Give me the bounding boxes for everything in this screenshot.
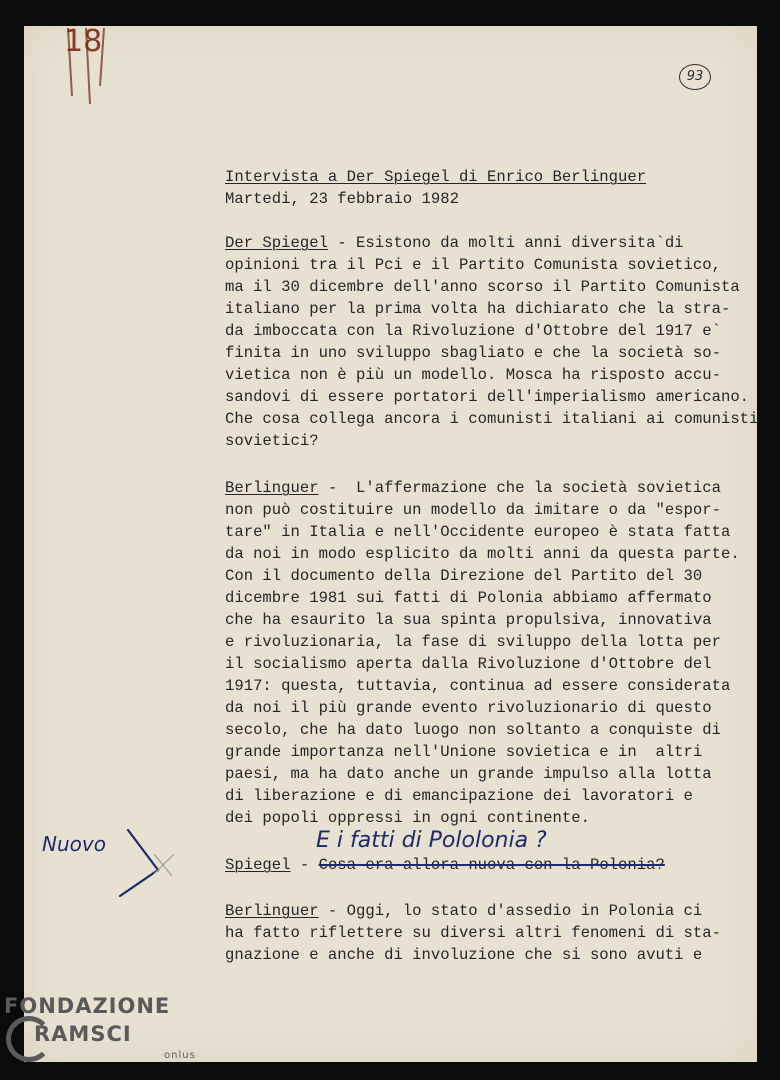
paragraph-line: opinioni tra il Pci e il Partito Comunista sovietico, [225,256,721,274]
paragraph-line: Con il documento della Direzione del Partito del 30 [225,567,703,585]
paragraph-line: e rivoluzionaria, la fase di sviluppo della lotta per [225,633,721,651]
top-pencil-marks-icon [60,26,120,106]
handwritten-insert: E i fatti di Pololonia ? [316,828,547,853]
document-page [24,26,757,1062]
paragraph-line: non può costituire un modello da imitare o da "espor- [225,501,721,519]
answer-2-first-line [225,900,702,922]
handwritten-page-mark: 18 [64,24,103,59]
watermark-line-1: FONDAZIONE [4,994,171,1018]
document-title: Intervista a Der Spiegel di Enrico Berlinguer [225,168,647,186]
paragraph-line: paesi, ma ha dato anche un grande impulso alla lotta [225,765,712,783]
paragraph-line: ma il 30 dicembre dell'anno scorso il Partito Comunista [225,278,740,296]
question-1-text: - Esistono da molti anni diversita`di [327,234,684,252]
paragraph-line: 1917: questa, tuttavia, continua ad essere considerata [225,677,731,695]
bracket-mark-icon [114,826,184,906]
watermark-line-3: onlus [164,1050,196,1061]
paragraph-line: Che cosa collega ancora i comunisti italiani ai comunisti [225,410,759,428]
foundation-watermark [4,994,196,1061]
paragraph-line: da imboccata con la Rivoluzione d'Ottobre del 1917 e` [225,322,721,340]
paragraph-line: finita in uno sviluppo sbagliato e che la società so- [225,344,721,362]
question-2-dash: - [290,856,319,874]
paragraph-line: vietica non è più un modello. Mosca ha risposto accu- [225,366,721,384]
paragraph-line: ha fatto riflettere su diversi altri fenomeni di sta- [225,924,721,942]
page-number: 93 [679,64,711,90]
margin-note: Nuovo [42,832,106,856]
paragraph-line: il socialismo aperta dalla Rivoluzione d'Ottobre del [225,655,712,673]
answer-1-text: - L'affermazione che la società sovietica [318,479,721,497]
paragraph-line: che ha esaurito la sua spinta propulsiva, innovativa [225,611,712,629]
paragraph-line: da noi il più grande evento rivoluzionario di questo [225,699,712,717]
speaker-berlinguer: Berlinguer [225,902,319,920]
paragraph-line: italiano per la prima volta ha dichiarato che la stra- [225,300,731,318]
paragraph-line: dei popoli oppressi in ogni continente. [225,809,590,827]
answer-2-text: - Oggi, lo stato d'assedio in Polonia ci [318,902,703,920]
document-date: Martedi, 23 febbraio 1982 [225,190,459,208]
speaker-berlinguer: Berlinguer [225,479,319,497]
paragraph-line: sandovi di essere portatori dell'imperialismo americano. [225,388,750,406]
paragraph-line: secolo, che ha dato luogo non soltanto a conquiste di [225,721,721,739]
speaker-spiegel: Spiegel [225,856,291,874]
paragraph-line: di liberazione e di emancipazione dei lavoratori e [225,787,693,805]
struck-question-text: Cosa era allora nuova con la Polonia? [318,856,665,874]
question-2-line [225,854,665,876]
paragraph-line: tare" in Italia e nell'Occidente europeo è stata fatta [225,523,731,541]
paragraph-line: dicembre 1981 sui fatti di Polonia abbiamo affermato [225,589,712,607]
paragraph-line: sovietici? [225,432,319,450]
watermark-line-2: RAMSCI [34,1022,132,1046]
speaker-der-spiegel: Der Spiegel [225,234,328,252]
paragraph-line: da noi in modo esplicito da molti anni da questa parte. [225,545,740,563]
paragraph-line: grande importanza nell'Unione sovietica e in altri [225,743,703,761]
paragraph-line: gnazione e anche di involuzione che si sono avuti e [225,946,703,964]
answer-1-first-line [225,477,721,499]
question-1-first-line [225,232,684,254]
